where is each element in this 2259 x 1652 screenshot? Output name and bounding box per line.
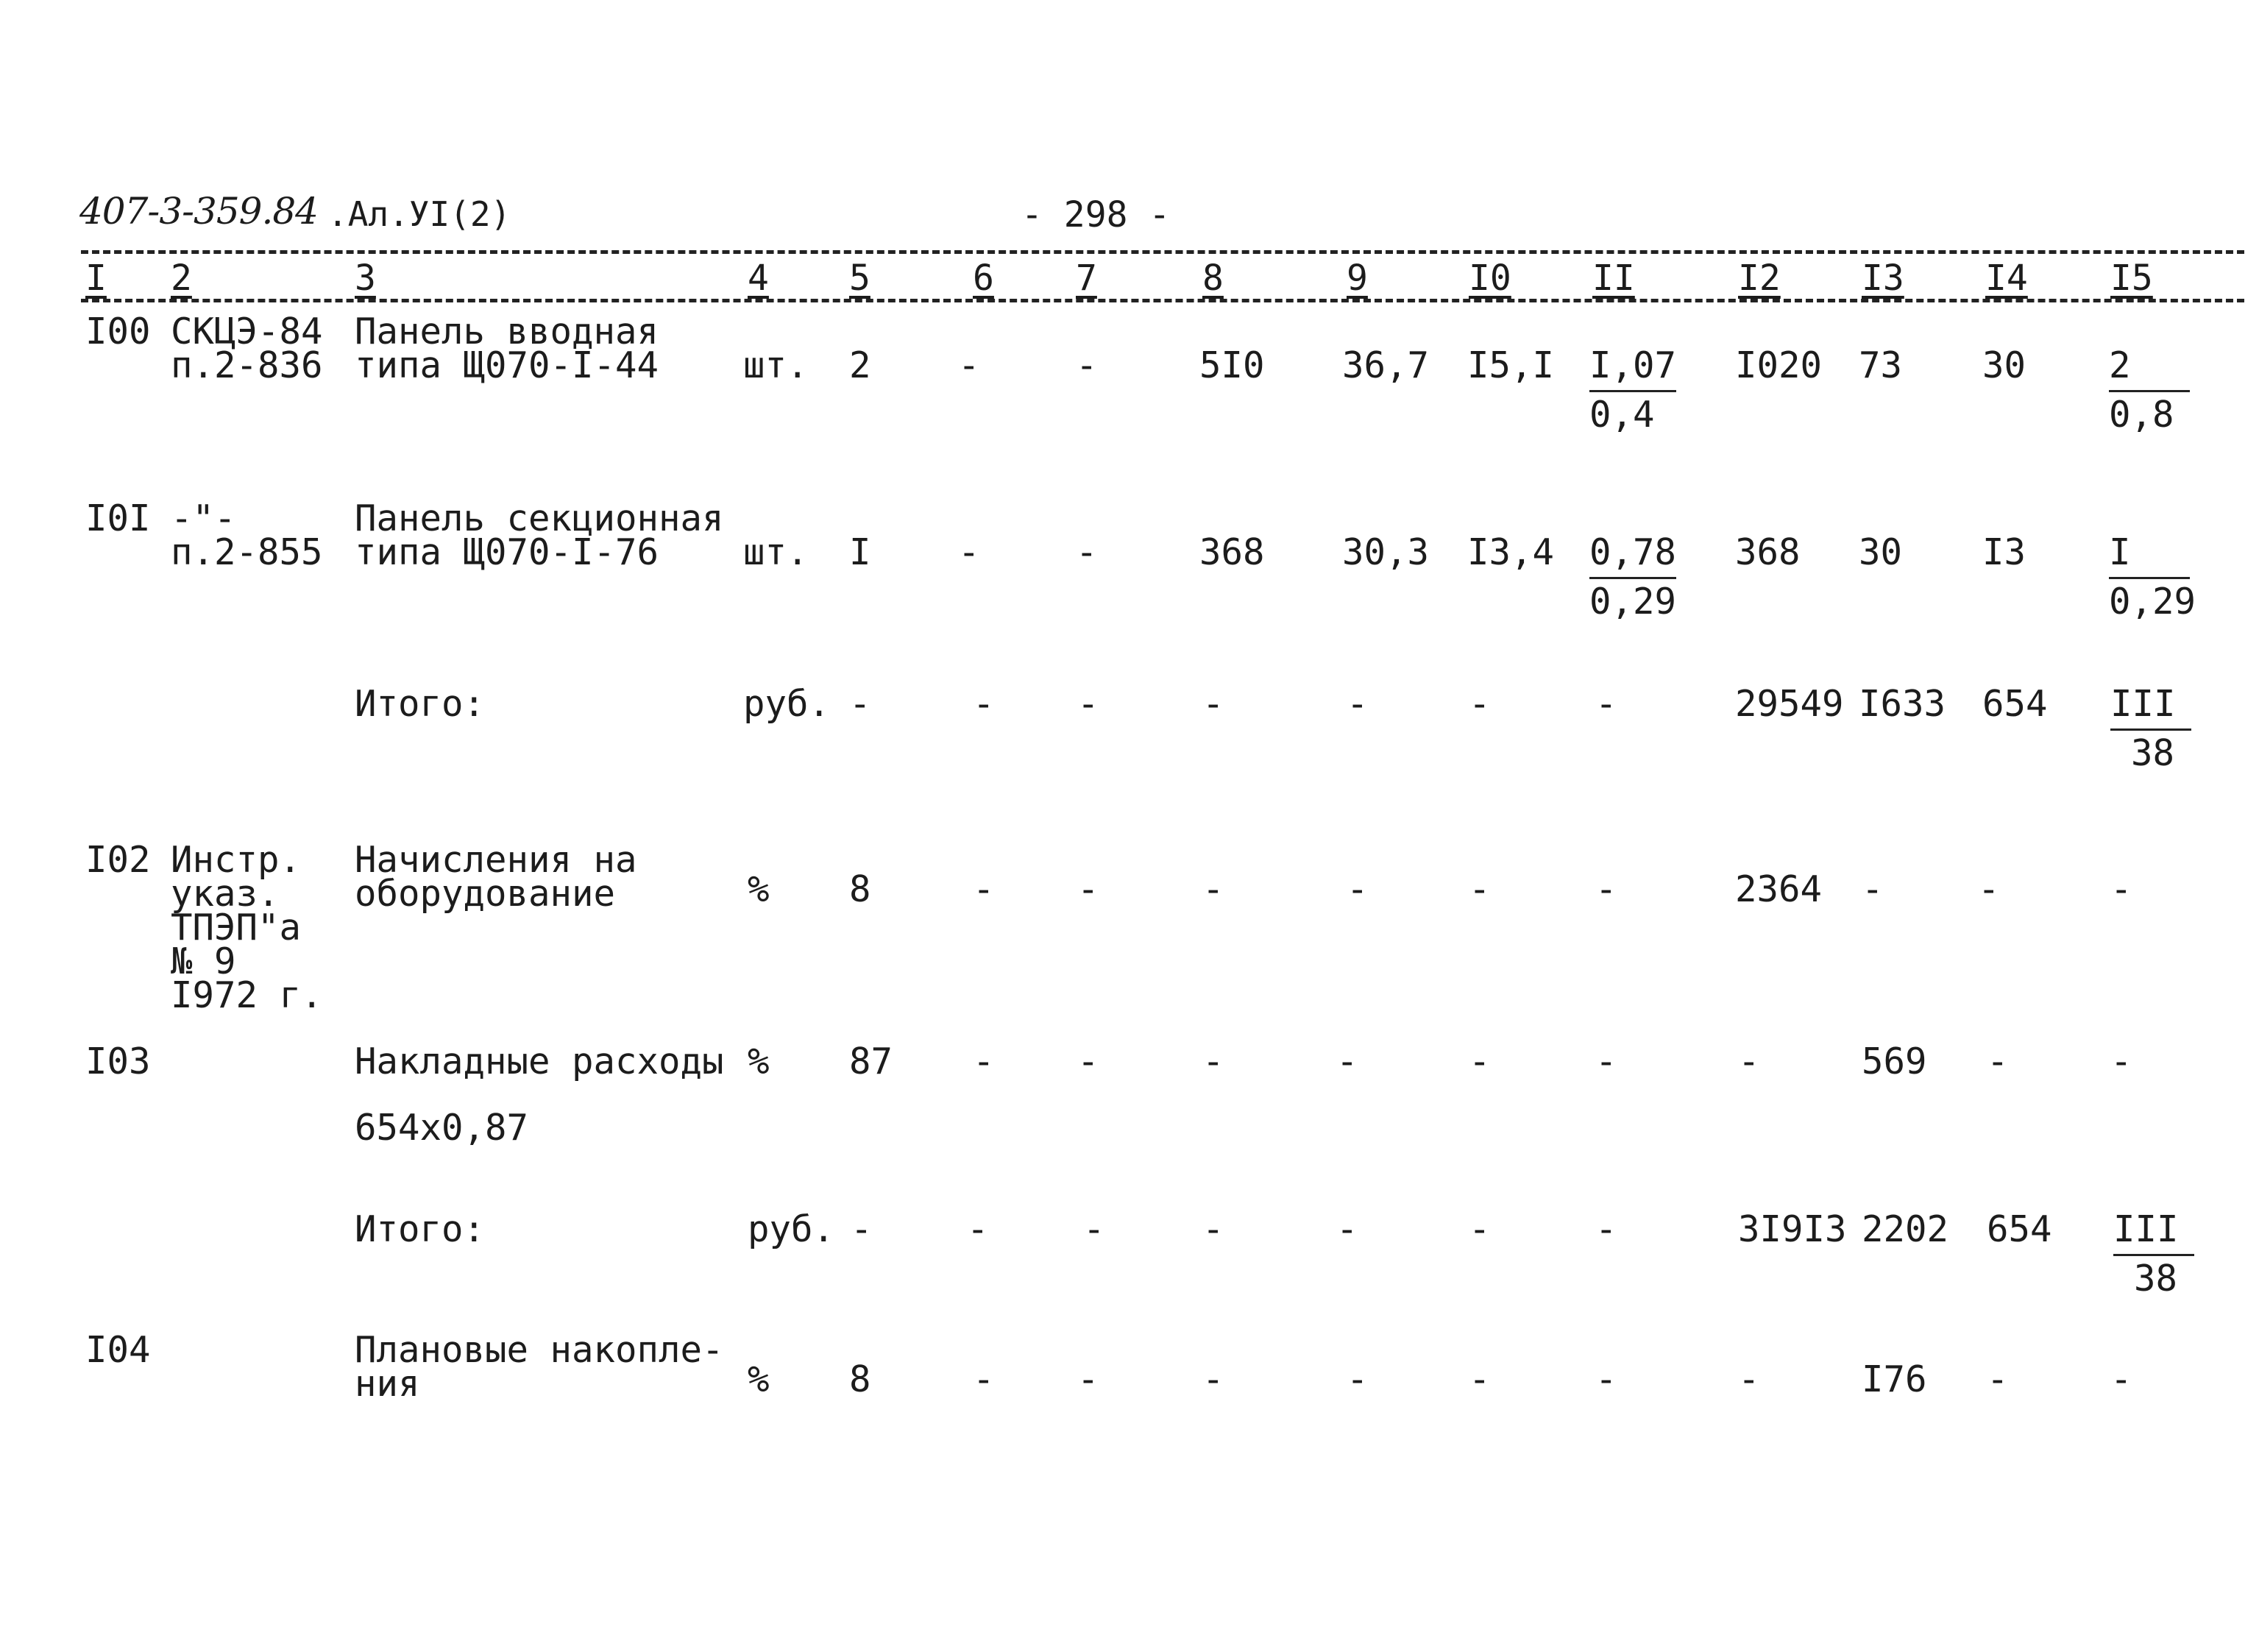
calculation-note: 654х0,87 xyxy=(355,1107,529,1149)
item-name-line: Панель вводная xyxy=(355,311,659,352)
reference-line: Инстр. xyxy=(171,839,302,881)
fraction-denominator: 38 xyxy=(2134,1258,2178,1300)
item-name-line: Плановые накопле- xyxy=(355,1329,724,1371)
col-header-7: 7 xyxy=(1076,258,1097,299)
cell-col11: - xyxy=(1595,1358,1617,1400)
cell-col5: 8 xyxy=(849,1358,871,1400)
cell-col13: 569 xyxy=(1862,1041,1927,1082)
cell-col12: 29549 xyxy=(1735,683,1844,725)
fraction-cell-col15 xyxy=(2113,1207,2194,1302)
cell-col6: - xyxy=(973,868,995,910)
page-number: - 298 - xyxy=(1021,194,1171,235)
cell-col9: 36,7 xyxy=(1342,344,1430,386)
reference-line: п.2-836 xyxy=(171,344,323,386)
fraction-denominator: 0,29 xyxy=(1589,581,1677,623)
cell-col10: I5,I xyxy=(1467,344,1555,386)
col-header-12: I2 xyxy=(1738,258,1781,299)
cell-col11: - xyxy=(1595,1208,1617,1250)
cell-col10: - xyxy=(1469,1358,1491,1400)
fraction-numerator: III xyxy=(2110,681,2191,731)
col-header-3: 3 xyxy=(355,258,376,299)
unit-cell: шт. xyxy=(743,531,809,573)
item-name-line: типа Щ070-I-76 xyxy=(355,531,659,573)
cell-col5: 2 xyxy=(849,344,871,386)
col-header-14: I4 xyxy=(1985,258,2028,299)
cell-col8: - xyxy=(1202,1208,1224,1250)
cell-col10: - xyxy=(1469,1208,1491,1250)
unit-cell: руб. xyxy=(748,1208,835,1250)
cell-col8: 5I0 xyxy=(1199,344,1265,386)
fraction-cell-col15 xyxy=(2109,343,2190,438)
document-code: 407-3-359.84 xyxy=(79,190,318,233)
column-header-dashed-rule xyxy=(81,299,2244,302)
unit-cell: шт. xyxy=(743,344,809,386)
cell-col7: - xyxy=(1076,344,1098,386)
cell-col5: - xyxy=(849,683,871,725)
reference-line: -"- xyxy=(171,497,236,539)
cell-col6: - xyxy=(967,1208,989,1250)
cell-col12: - xyxy=(1738,1041,1760,1082)
col-header-9: 9 xyxy=(1347,258,1368,299)
cell-col5: I xyxy=(849,531,871,573)
cell-col7: - xyxy=(1077,1041,1099,1082)
cell-col14: 654 xyxy=(1987,1208,2052,1250)
cell-col6: - xyxy=(973,1041,995,1082)
fraction-numerator: I,07 xyxy=(1589,343,1676,392)
cell-col6: - xyxy=(958,531,980,573)
cell-col7: - xyxy=(1083,1208,1105,1250)
reference-line: СКЦЭ-84 xyxy=(171,311,323,352)
item-name-line: Итого: xyxy=(355,683,486,725)
fraction-numerator: I xyxy=(2109,530,2190,579)
fraction-cell-col11 xyxy=(1589,530,1676,625)
item-name-line: Итого: xyxy=(355,1208,486,1250)
cell-col14: - xyxy=(1978,868,2000,910)
item-name-line: Начисления на xyxy=(355,839,637,881)
cell-col8: - xyxy=(1202,868,1224,910)
cell-col9: - xyxy=(1347,868,1369,910)
col-header-4: 4 xyxy=(748,258,769,299)
cell-col11: - xyxy=(1595,1041,1617,1082)
cell-col6: - xyxy=(973,683,995,725)
cell-col6: - xyxy=(973,1358,995,1400)
reference-line: № 9 xyxy=(171,940,236,982)
cell-col14: 30 xyxy=(1982,344,2026,386)
reference-line: п.2-855 xyxy=(171,531,323,573)
item-name-line: Панель секционная xyxy=(355,497,724,539)
reference-line: I972 г. xyxy=(171,974,323,1016)
cell-col14: 654 xyxy=(1982,683,2048,725)
col-header-15: I5 xyxy=(2110,258,2153,299)
cell-col13: 30 xyxy=(1859,531,1903,573)
item-name-line: типа Щ070-I-44 xyxy=(355,344,659,386)
cell-col9: 30,3 xyxy=(1342,531,1430,573)
row-number: I04 xyxy=(85,1329,151,1371)
col-header-10: I0 xyxy=(1469,258,1511,299)
cell-col9: - xyxy=(1347,683,1369,725)
unit-cell: % xyxy=(748,1358,770,1400)
unit-cell: % xyxy=(748,1041,770,1082)
item-name-line: ния xyxy=(355,1363,420,1405)
fraction-denominator: 0,8 xyxy=(2109,394,2174,436)
cell-col14: - xyxy=(1987,1358,2009,1400)
cell-col13: - xyxy=(1862,868,1884,910)
cell-col10: I3,4 xyxy=(1467,531,1555,573)
cell-col12: I020 xyxy=(1735,344,1823,386)
item-name-line: Накладные расходы xyxy=(355,1041,724,1082)
cell-col8: 368 xyxy=(1199,531,1265,573)
cell-col6: - xyxy=(958,344,980,386)
cell-col13: 73 xyxy=(1859,344,1903,386)
row-number: I02 xyxy=(85,839,151,881)
fraction-numerator: 0,78 xyxy=(1589,530,1676,579)
cell-col7: - xyxy=(1077,683,1099,725)
cell-col5: 87 xyxy=(849,1041,893,1082)
fraction-cell-col15 xyxy=(2110,681,2191,776)
cell-col12: 368 xyxy=(1735,531,1801,573)
cell-col8: - xyxy=(1202,1041,1224,1082)
fraction-denominator: 38 xyxy=(2131,732,2175,774)
item-name-line: оборудование xyxy=(355,873,616,915)
cell-col15: - xyxy=(2110,1358,2132,1400)
cell-col5: 8 xyxy=(849,868,871,910)
fraction-numerator: 2 xyxy=(2109,343,2190,392)
col-header-13: I3 xyxy=(1862,258,1904,299)
fraction-cell-col15 xyxy=(2109,530,2196,625)
col-header-2: 2 xyxy=(171,258,192,299)
cell-col7: - xyxy=(1076,531,1098,573)
cell-col8: - xyxy=(1202,683,1224,725)
cell-col10: - xyxy=(1469,683,1491,725)
cell-col12: 2364 xyxy=(1735,868,1823,910)
cell-col11: - xyxy=(1595,683,1617,725)
cell-col15: - xyxy=(2110,1041,2132,1082)
cell-col9: - xyxy=(1336,1041,1358,1082)
fraction-denominator: 0,4 xyxy=(1589,394,1655,436)
col-header-6: 6 xyxy=(973,258,994,299)
header-dashed-rule xyxy=(81,250,2244,254)
cell-col7: - xyxy=(1077,868,1099,910)
cell-col14: I3 xyxy=(1982,531,2026,573)
reference-line: ТПЭП"а xyxy=(171,907,302,949)
cell-col10: - xyxy=(1469,1041,1491,1082)
col-header-5: 5 xyxy=(849,258,870,299)
cell-col7: - xyxy=(1077,1358,1099,1400)
col-header-1: I xyxy=(85,258,107,299)
col-header-8: 8 xyxy=(1202,258,1224,299)
cell-col15: - xyxy=(2110,868,2132,910)
row-number: I0I xyxy=(85,497,151,539)
cell-col9: - xyxy=(1347,1358,1369,1400)
fraction-numerator: III xyxy=(2113,1207,2194,1256)
cell-col12: 3I9I3 xyxy=(1738,1208,1847,1250)
cell-col12: - xyxy=(1738,1358,1760,1400)
cell-col13: 2202 xyxy=(1862,1208,1949,1250)
fraction-cell-col11 xyxy=(1589,343,1676,438)
cell-col5: - xyxy=(851,1208,873,1250)
cell-col13: I76 xyxy=(1862,1358,1927,1400)
album-reference: .Ал.УI(2) xyxy=(327,194,511,234)
row-number: I00 xyxy=(85,311,151,352)
row-number: I03 xyxy=(85,1041,151,1082)
col-header-11: II xyxy=(1592,258,1635,299)
unit-cell: % xyxy=(748,868,770,910)
cell-col13: I633 xyxy=(1859,683,1946,725)
cell-col11: - xyxy=(1595,868,1617,910)
cell-col8: - xyxy=(1202,1358,1224,1400)
unit-cell: руб. xyxy=(743,683,831,725)
cell-col14: - xyxy=(1987,1041,2009,1082)
reference-line: указ. xyxy=(171,873,280,915)
fraction-denominator: 0,29 xyxy=(2109,581,2196,623)
cell-col9: - xyxy=(1336,1208,1358,1250)
cell-col10: - xyxy=(1469,868,1491,910)
